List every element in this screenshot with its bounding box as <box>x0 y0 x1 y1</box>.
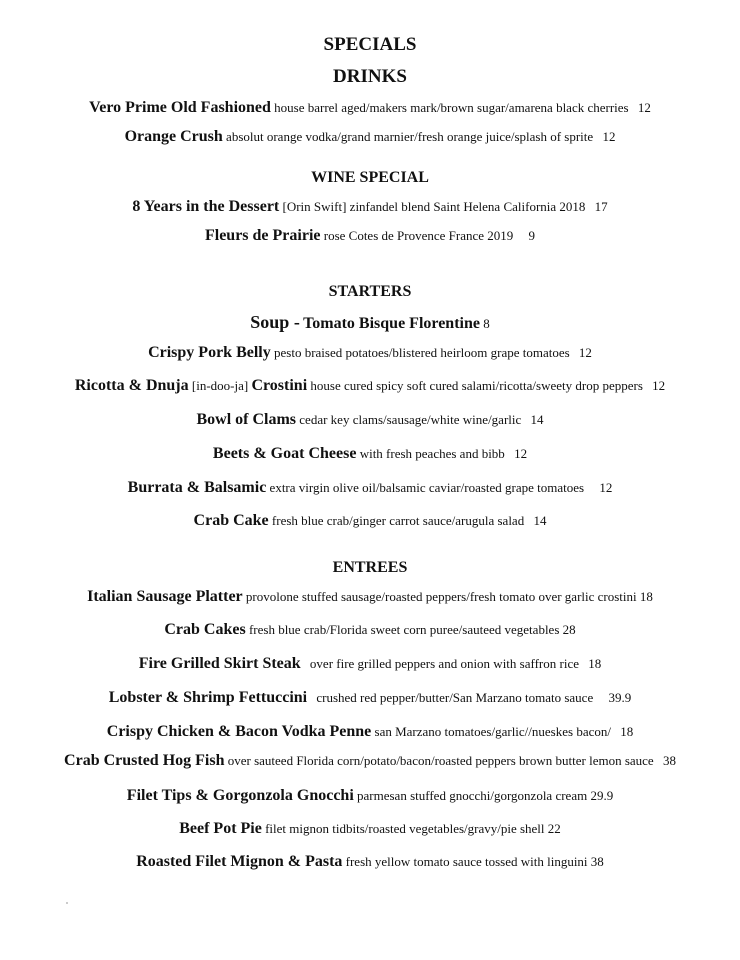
item-name: Beef Pot Pie <box>179 820 262 837</box>
item-description: extra virgin olive oil/balsamic caviar/roasted grape tomatoes <box>269 480 585 495</box>
item-description: house cured spicy soft cured salami/ricotta/sweety drop peppers <box>310 378 643 393</box>
item-name: Crispy Chicken & Bacon Vodka Penne <box>106 723 372 740</box>
item-name-suffix: Crostini <box>251 377 308 394</box>
item-name: Crab Cake <box>193 512 269 529</box>
item-name: Beets & Goat Cheese <box>212 445 357 462</box>
item-price: 18 <box>588 656 602 671</box>
menu-item-drink <box>0 98 740 118</box>
item-price: 18 <box>639 589 653 604</box>
menu-item-entree <box>0 852 740 872</box>
item-name: Fire Grilled Skirt Steak <box>138 655 301 672</box>
menu-item-entree <box>0 751 740 771</box>
item-description: parmesan stuffed gnocchi/gorgonzola cream <box>357 788 588 803</box>
item-description: house barrel aged/makers mark/brown sugar/amarena black cherries <box>274 100 629 115</box>
item-name: Vero Prime Old Fashioned <box>89 99 271 116</box>
menu-item-entree <box>0 819 740 839</box>
item-description: cedar key clams/sausage/white wine/garlic <box>299 412 522 427</box>
item-price: 9 <box>528 228 536 243</box>
item-name: Crispy Pork Belly <box>148 344 271 361</box>
item-price: 8 <box>483 316 490 331</box>
menu-item-starter <box>0 444 740 464</box>
item-description: fresh blue crab/ginger carrot sauce/arugula salad <box>271 513 525 528</box>
item-name: Bowl of Clams <box>196 411 297 428</box>
menu-item-entree <box>0 688 740 708</box>
menu-item-entree <box>0 587 740 607</box>
item-name: 8 Years in the Dessert <box>132 198 280 215</box>
item-price: 38 <box>590 854 604 869</box>
item-price: 14 <box>530 412 544 427</box>
item-description: fresh blue crab/Florida sweet corn puree/sauteed vegetables <box>248 622 560 637</box>
item-price: 12 <box>578 345 592 360</box>
page-title: SPECIALS <box>323 34 417 55</box>
item-price: 28 <box>562 622 576 637</box>
entrees-heading: ENTREES <box>332 559 408 576</box>
item-name: Orange Crush <box>124 128 223 145</box>
item-price: 14 <box>533 513 547 528</box>
item-name: Soup - <box>250 312 300 332</box>
wine-heading: WINE SPECIAL <box>311 169 429 186</box>
item-pronunciation: [in-doo-ja] <box>191 378 249 393</box>
item-price: 39.9 <box>608 690 632 705</box>
item-price: 12 <box>599 480 613 495</box>
item-description: crushed red pepper/butter/San Marzano tomato sauce <box>316 690 594 705</box>
item-name: Crab Cakes <box>164 621 246 638</box>
item-name: Burrata & Balsamic <box>127 479 267 496</box>
menu-item-entree <box>0 620 740 640</box>
item-name: Filet Tips & Gorgonzola Gnocchi <box>126 787 354 804</box>
item-description: [Orin Swift] zinfandel blend Saint Helena California 2018 <box>282 199 586 214</box>
menu-item-starter <box>0 478 740 498</box>
item-price: 38 <box>662 753 676 768</box>
menu-item-starter <box>0 376 740 396</box>
item-price: 12 <box>637 100 651 115</box>
menu-item-wine <box>0 226 740 246</box>
item-description: filet mignon tidbits/roasted vegetables/gravy/pie shell <box>265 821 545 836</box>
menu-item-entree <box>0 654 740 674</box>
menu-item-wine <box>0 197 740 217</box>
item-description: rose Cotes de Provence France 2019 <box>323 228 514 243</box>
item-name: Roasted Filet Mignon & Pasta <box>136 853 343 870</box>
menu-item-starter <box>0 511 740 531</box>
menu-item-starter <box>0 410 740 430</box>
item-description: Tomato Bisque Florentine <box>303 315 480 332</box>
scan-speck <box>66 902 68 904</box>
starters-heading: STARTERS <box>328 283 412 300</box>
item-description: san Marzano tomatoes/garlic//nueskes bacon/ <box>374 724 611 739</box>
item-price: 18 <box>620 724 634 739</box>
item-price: 17 <box>594 199 608 214</box>
menu-item-entree <box>0 722 740 742</box>
item-price: 12 <box>602 129 616 144</box>
item-price: 12 <box>652 378 666 393</box>
item-name: Fleurs de Prairie <box>204 227 321 244</box>
item-description: absolut orange vodka/grand marnier/fresh orange juice/splash of sprite <box>226 129 594 144</box>
item-description: over fire grilled peppers and onion with saffron rice <box>309 656 579 671</box>
item-description: fresh yellow tomato sauce tossed with linguini <box>345 854 588 869</box>
item-name: Ricotta & Dnuja <box>74 377 189 394</box>
item-price: 12 <box>514 446 528 461</box>
menu-item-soup <box>0 312 740 334</box>
item-description: provolone stuffed sausage/roasted peppers/fresh tomato over garlic crostini <box>245 589 637 604</box>
item-description: over sauteed Florida corn/potato/bacon/roasted peppers brown butter lemon sauce <box>227 753 654 768</box>
item-name: Lobster & Shrimp Fettuccini <box>108 689 308 706</box>
menu-item-entree <box>0 786 740 806</box>
menu-item-starter <box>0 343 740 363</box>
item-price: 22 <box>547 821 561 836</box>
menu-item-drink <box>0 127 740 147</box>
item-price: 29.9 <box>590 788 614 803</box>
item-description: with fresh peaches and bibb <box>359 446 505 461</box>
drinks-heading: DRINKS <box>333 66 407 87</box>
item-description: pesto braised potatoes/blistered heirloom grape tomatoes <box>274 345 570 360</box>
item-name: Crab Crusted Hog Fish <box>64 752 225 769</box>
item-name: Italian Sausage Platter <box>87 588 243 605</box>
